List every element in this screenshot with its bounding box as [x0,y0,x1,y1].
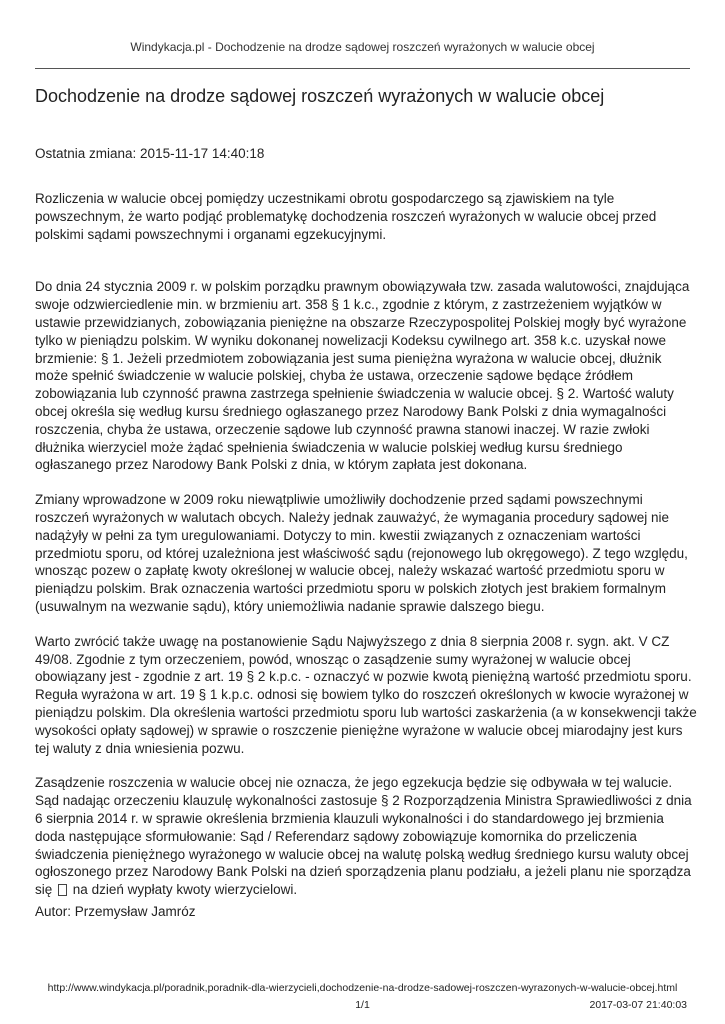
article-paragraph: Do dnia 24 stycznia 2009 r. w polskim porządku prawnym obowiązywała tzw. zasada walutowości, znajdująca swoje odzwierciedlenie min. w brzmieniu art. 358 § 1 k.c., zgodnie z którym, z zastrzeżeniem wyjątków w ustawie przewidzianych, zobowiązania pieniężne na obszarze Rzeczypospolitej Polskiej mogły być wyrażone tylko w pieniądzu polskim. W wyniku dokonanej nowelizacji Kodeksu cywilnego art. 358 k.c. uzyskał nowe brzmienie: § 1. Jeżeli przedmiotem zobowiązania jest suma pieniężna wyrażona w walucie obcej, dłużnik może spełnić świadczenie w walucie polskiej, chyba że ustawa, orzeczenie sądowe będące źródłem zobowiązania lub czynność prawna zastrzega spełnienie świadczenia w walucie obcej. § 2. Wartość waluty obcej określa się według kursu średniego ogłaszanego przez Narodowy Bank Polski z dnia wymagalności roszczenia, chyba że ustawa, orzeczenie sądowe lub czynność prawna stanowi inaczej. W razie zwłoki dłużnika wierzyciel może żądać spełnienia świadczenia w walucie polskiej według kursu średniego ogłaszanego przez Narodowy Bank Polski z dnia, w którym zapłata jest dokonana. [35,279,690,473]
article-author: Autor: Przemysław Jamróz [35,904,196,919]
missing-glyph-icon [58,884,67,896]
header-divider [35,68,690,69]
footer-print-date: 2017-03-07 21:40:03 [589,999,687,1011]
last-modified-date: Ostatnia zmiana: 2015-11-17 14:40:18 [35,146,265,161]
footer-page-number: 1/1 [355,999,370,1011]
article-paragraph-last [35,774,697,899]
article-intro: Rozliczenia w walucie obcej pomiędzy uczestnikami obrotu gospodarczego są zjawiskiem na tyle powszechnym, że warto podjąć problematykę dochodzenia roszczeń wyrażonych w walucie obcej przed polskimi sądami powszechnymi i organami egzekucyjnymi. [35,191,657,242]
article-paragraph-text: na dzień wypłaty kwoty wierzycielowi. [72,882,298,898]
article-paragraph: Warto zwrócić także uwagę na postanowienie Sądu Najwyższego z dnia 8 sierpnia 2008 r. sygn. akt. V CZ 49/08. Zgodnie z tym orzeczeniem, powód, wnosząc o zasądzenie sumy wyrażonej w walucie obcej obowiązany jest - zgodnie z art. 19 § 2 k.p.c. - oznaczyć w pozwie kwotą pieniężną wartość przedmiotu sporu. Reguła wyrażona w art. 19 § 1 k.p.c. odnosi się bowiem tylko do roszczeń określonych w kwocie wyrażonej w pieniądzu polskim. Dla określenia wartości przedmiotu sporu lub wartości zaskarżenia (a w konsekwencji także wysokości opłaty sądowej) w sprawie o roszczenie pieniężne wyrażone w walucie obcej miarodajny jest kurs tej waluty z dnia wniesienia pozwu. [35,633,697,756]
article-paragraph-text: Zasądzenie roszczenia w walucie obcej nie oznacza, że jego egzekucja będzie się odbywała w tej walucie. Sąd nadając orzeczeniu klauzulę wykonalności zastosuje § 2 Rozporządzenia Ministra Sprawiedliwości z dnia 6 sierpnia 2014 r. w sprawie określenia brzmienia klauzuli wykonalności i do standardowego jej brzmienia doda następujące sformułowanie: Sąd / Referendarz sądowy zobowiązuje komornika do przeliczenia świadczenia pieniężnego wyrażonego w walucie obcej na walutę polską według średniego kursu waluty obcej ogłoszonego przez Narodowy Bank Polski na dzień sporządzenia planu podziału, a jeżeli planu nie sporządza się [35,775,692,898]
article-body [35,190,697,916]
article-paragraph: Zmiany wprowadzone w 2009 roku niewątpliwie umożliwiły dochodzenie przed sądami powszechnymi roszczeń wyrażonych w walutach obcych. Należy jednak zauważyć, że wymagania procedury sądowej nie nadążyły w pełni za tym uregulowaniami. Dotyczy to min. kwestii związanych z oznaczeniam wartości przedmiotu sporu, od której uzależniona jest właściwość sądu (rejonowego lub okręgowego). Z tego względu, wnosząc pozew o zapłatę kwoty określonej w walucie obcej, należy wskazać wartość przedmiotu sporu w pieniądzu polskim. Brak oznaczenia wartości przedmiotu sporu w polskich złotych jest brakiem formalnym (usuwalnym na wezwanie sądu), który uniemożliwia nadanie sprawie dalszego biegu. [35,492,688,614]
article-title: Dochodzenie na drodze sądowej roszczeń wyrażonych w walucie obcej [35,86,605,106]
footer-source-url: http://www.windykacja.pl/poradnik,poradnik-dla-wierzycieli,dochodzenie-na-drodze-sadowej-roszczen-wyrazonych-w-walucie-obcej.html [47,982,678,994]
page-header: Windykacja.pl - Dochodzenie na drodze sądowej roszczeń wyrażonych w walucie obcej [130,40,595,54]
